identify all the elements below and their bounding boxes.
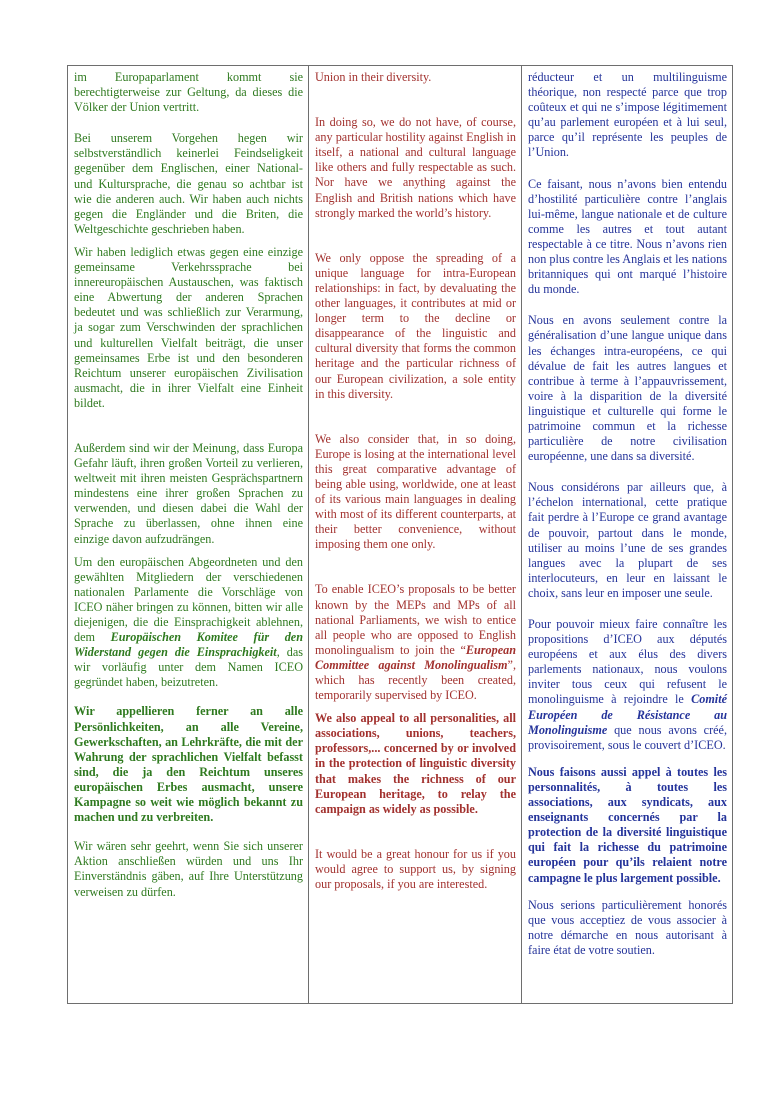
english-committee-name: European Committee against Monolingualism — [315, 642, 516, 672]
german-paragraph-1: im Europaparlament kommt sie berechtigterweise zur Geltung, da dieses die Völker der Union vertritt. — [74, 70, 303, 115]
french-appeal-paragraph: Nous faisons aussi appel à toutes les personnalités, à toutes les associations, aux syndicats, aux enseignants concernés par la protection de la diversité linguistique qui fait la richesse du patrimoine européen pour qu’ils relaient notre campagne le plus largement possible. — [528, 764, 727, 885]
french-paragraph-5 — [528, 617, 727, 753]
german-paragraph-5-end: , das wir vorläufig unter dem Namen ICEO gegründet haben, beizutreten. — [74, 645, 303, 690]
german-paragraph-7: Wir wären sehr geehrt, wenn Sie sich unserer Aktion anschließen würden und uns Ihr Einverständnis gäben, auf Ihre Unterstützung verweisen zu dürfen. — [74, 839, 303, 899]
english-paragraph-5 — [315, 582, 516, 703]
french-paragraph-5-start: Pour pouvoir mieux faire connaître les propositions d’ICEO aux députés européens et aux élus des divers parlements nationaux, nous voulons inviter tous ceux qui refusent le monolinguisme à rejoindre le — [528, 617, 727, 707]
english-paragraph-3: We only oppose the spreading of a unique language for intra-European relationships: in fact, by devaluating the other languages, it contributes at mid or longer term to the decline or disappearance of the linguistic and cultural diversity that forms the common heritage and the particular richness of our European civilization, a sole entity in this diversity. — [315, 250, 516, 401]
english-appeal-paragraph: We also appeal to all personalities, all associations, unions, teachers, professors,... concerned by or involved in the protection of linguistic diversity that makes the richness of our European heritage, to relay the campaign as widely as possible. — [315, 711, 516, 816]
german-appeal-paragraph: Wir appellieren ferner an alle Persönlichkeiten, an alle Vereine, Gewerkschaften, an Lehrkräfte, die mit der Wahrung der sprachlichen Vielfalt befasst sind, die ja den Reichtum unseres europäischen Erbes ausmacht, unsere Kampagne so weit wie möglich bekannt zu machen und zu verbreiten. — [74, 704, 303, 825]
german-paragraph-5 — [74, 555, 303, 691]
english-paragraph-2: In doing so, we do not have, of course, any particular hostility against English in itself, a national and cultural language like others and fully respectable as such. Nor have we anything against the English and British nations which have strongly marked the world’s history. — [315, 115, 516, 220]
german-paragraph-2: Bei unserem Vorgehen hegen wir selbstverständlich keinerlei Feindseligkeit gegenüber dem Englischen, einer National- und Kultursprache, die genau so achtbar ist wie die anderen auch. Wir haben auch nichts gegen die Engländer und die Briten, die Weltgeschichte geschrieben haben. — [74, 131, 303, 236]
german-committee-name: Europäischen Komitee für den Widerstand gegen die Einsprachigkeit — [74, 630, 303, 660]
french-paragraph-3: Nous en avons seulement contre la généralisation d’une langue unique dans les échanges intra-européens, ce qui dévalue de fait les autres langues et contribue à terme à l’appauvrissement, voire à la disparition de la diversité linguistique et culturelle qui forme le patrimoine commun et la richesse particulière de notre civilisation européenne, une dans sa diversité. — [528, 313, 727, 464]
english-paragraph-5-end: ”, which has recently been created, temporarily supervised by ICEO. — [315, 657, 516, 703]
french-paragraph-5-end: que nous avons créé, provisoirement, sous le couvert d’ICEO. — [528, 722, 727, 752]
french-committee-name: Comité Européen de Résistance au Monolinguisme — [528, 692, 727, 737]
english-paragraph-5-start: To enable ICEO’s proposals to be better known by the MEPs and MPs of all national Parliaments, we wish to entice all people who are opposed to English monolingualism to join the “ — [315, 582, 516, 657]
english-paragraph-4: We also consider that, in so doing, Europe is losing at the international level this great comparative advantage of being able using, worldwide, one at least of its various main languages in dealing with most of its different counterparts, at their better convenience, without imposing them one only. — [315, 431, 516, 552]
german-paragraph-3: Wir haben lediglich etwas gegen eine einzige gemeinsame Verkehrssprache bei innereuropäischen Austauschen, was faktisch eine Abwertung der anderen Sprachen bedeutet und was schließlich zur Verarmung, ja sogar zum Verschwinden der sprachlichen und kulturellen Vielfalt beiträgt, die unser gemeinsames Erbe ist und den besonderen Reichtum unserer europäischen Zivilisation ausmacht, die in ihrer Vielfalt eine Einheit bildet. — [74, 244, 303, 410]
english-paragraph-7: It would be a great honour for us if you would agree to support us, by signing our proposals, if you are interested. — [315, 846, 516, 892]
french-paragraph-2: Ce faisant, nous n’avons bien entendu d’hostilité particulière contre l’anglais lui-même, langue nationale et de culture comme les autres et tout autant respectable à ce titre. Nous n’avons rien non plus contre les Anglais et les nations britanniques qui ont marqué l’histoire du monde. — [528, 176, 727, 297]
french-paragraph-4: Nous considérons par ailleurs que, à l’échelon international, cette pratique fait perdre à l’Europe ce grand avantage de pouvoir, partout dans le monde, utiliser au moins l’une de ses grandes langues avec la plupart de ses interlocuteurs, en leur en laissant le choix, sans leur en imposer une seule. — [528, 480, 727, 600]
french-paragraph-1: réducteur et un multilinguisme théorique, non respecté parce que trop coûteux et qui ne s’impose légitimement qu’au parlement européen et à lui seul, parce qu’il représente les peuples de l’Union. — [528, 70, 727, 160]
german-column — [68, 66, 308, 1003]
german-paragraph-5-start: Um den europäischen Abgeordneten und den gewählten Mitgliedern der verschiedenen nationalen Parlamente die Vorschläge von ICEO näher bringen zu können, bitten wir alle diejenigen, die die Einsprachigkeit ablehnen, dem — [74, 554, 303, 645]
french-column — [521, 66, 732, 1003]
german-paragraph-4: Außerdem sind wir der Meinung, dass Europa Gefahr läuft, ihren großen Vorteil zu verlieren, weltweit mit ihren meisten Gesprächspartnern mindestens eine ihrer großen Sprachen zu verwenden, und diesen dabei die Wahl der Sprache zu überlassen, ohne ihnen eine einzige davon aufzudrängen. — [74, 440, 303, 546]
trilingual-table — [67, 65, 733, 1004]
english-paragraph-1: Union in their diversity. — [315, 70, 432, 84]
english-column — [308, 66, 521, 1003]
french-paragraph-7: Nous serions particulièrement honorés que vous acceptiez de vous associer à notre démarche en nous autorisant à faire état de votre soutien. — [528, 897, 727, 957]
